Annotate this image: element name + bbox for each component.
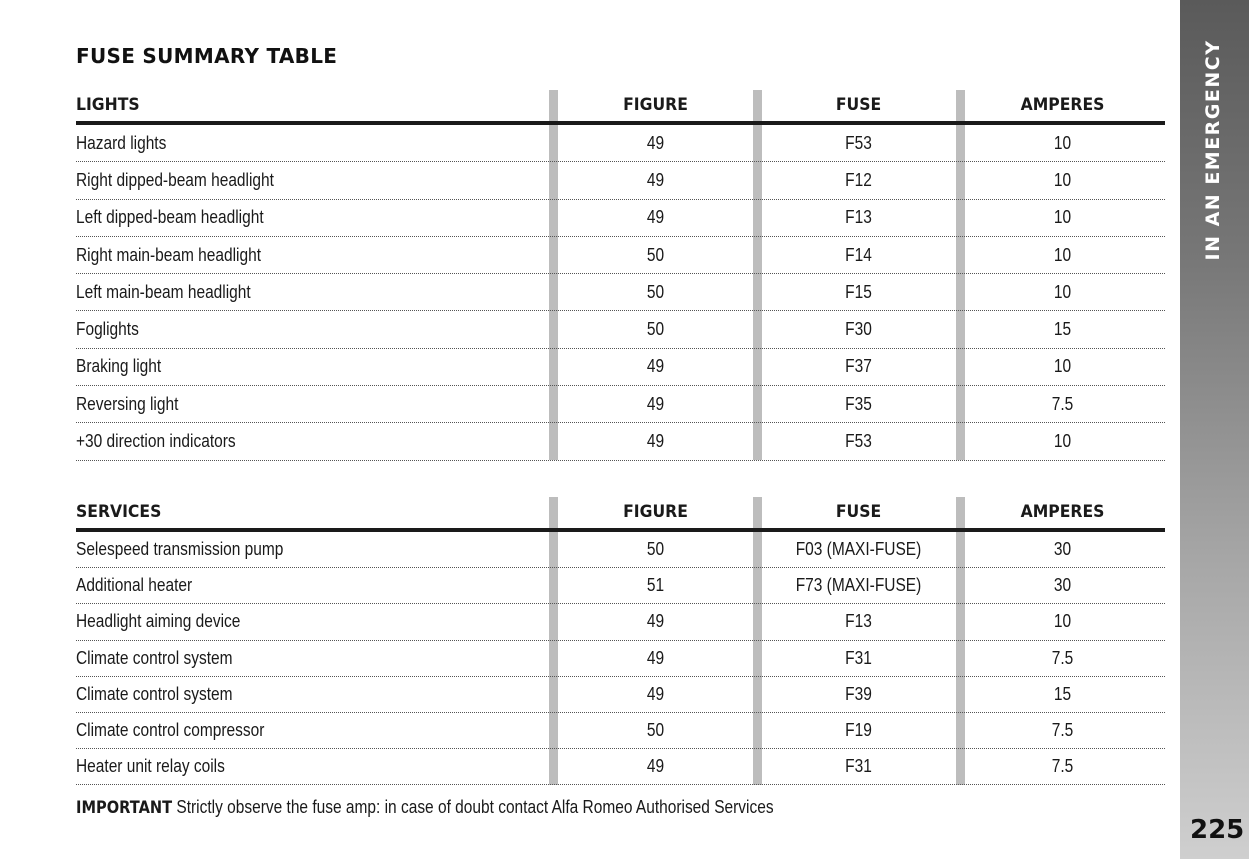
row-label: Left dipped-beam headlight <box>76 207 264 228</box>
row-amperes: 10 <box>1053 431 1072 452</box>
row-label: Heater unit relay coils <box>76 756 225 777</box>
row-figure: 49 <box>646 207 665 228</box>
row-label: Headlight aiming device <box>76 611 241 632</box>
row-label: Right dipped-beam headlight <box>76 169 274 190</box>
important-note <box>76 797 774 818</box>
table-row <box>76 311 1165 348</box>
row-figure: 49 <box>646 647 665 668</box>
row-fuse: F13 <box>845 611 872 632</box>
row-amperes: 30 <box>1053 575 1072 596</box>
row-figure: 49 <box>646 356 665 377</box>
row-figure: 50 <box>646 539 665 560</box>
header-figure: FIGURE <box>623 94 688 115</box>
table-row <box>76 604 1165 640</box>
page-title: FUSE SUMMARY TABLE <box>76 44 338 68</box>
row-figure: 50 <box>646 281 665 302</box>
table-row <box>76 641 1165 677</box>
table-row <box>76 349 1165 386</box>
row-label: Hazard lights <box>76 132 167 153</box>
row-label: Foglights <box>76 319 139 340</box>
table-row <box>76 125 1165 162</box>
table-row <box>76 386 1165 423</box>
row-amperes: 10 <box>1053 356 1072 377</box>
table-row <box>76 237 1165 274</box>
services-table <box>76 495 1165 785</box>
table-row <box>76 200 1165 237</box>
header-fuse: FUSE <box>835 501 882 522</box>
table-header-row <box>76 495 1165 532</box>
row-amperes: 10 <box>1053 207 1072 228</box>
row-label: Selespeed transmission pump <box>76 539 284 560</box>
table-header-row <box>76 88 1165 125</box>
note-text: Strictly observe the fuse amp: in case of doubt contact Alfa Romeo Authorised Services <box>172 797 774 817</box>
header-label: SERVICES <box>76 501 162 522</box>
row-label: Additional heater <box>76 575 193 596</box>
row-figure: 49 <box>646 393 665 414</box>
row-label: Climate control compressor <box>76 720 265 741</box>
row-label: +30 direction indicators <box>76 431 236 452</box>
row-label: Right main-beam headlight <box>76 244 262 265</box>
header-label: LIGHTS <box>76 94 140 115</box>
row-fuse: F13 <box>845 207 872 228</box>
row-amperes: 7.5 <box>1051 647 1074 668</box>
row-fuse: F53 <box>845 132 872 153</box>
header-amperes: AMPERES <box>1020 501 1105 522</box>
table-row <box>76 749 1165 785</box>
row-amperes: 10 <box>1053 244 1072 265</box>
row-fuse: F03 (MAXI-FUSE) <box>795 539 922 560</box>
row-amperes: 10 <box>1053 132 1072 153</box>
row-figure: 50 <box>646 244 665 265</box>
section-side-label: IN AN EMERGENCY <box>1202 39 1224 261</box>
note-strong: IMPORTANT <box>76 798 173 818</box>
row-amperes: 10 <box>1053 169 1072 190</box>
header-figure: FIGURE <box>623 501 688 522</box>
row-fuse: F37 <box>845 356 872 377</box>
row-label: Left main-beam headlight <box>76 281 251 302</box>
row-fuse: F14 <box>845 244 872 265</box>
row-figure: 49 <box>646 683 665 704</box>
row-label: Climate control system <box>76 683 233 704</box>
row-figure: 50 <box>646 319 665 340</box>
row-amperes: 7.5 <box>1051 393 1074 414</box>
row-label: Braking light <box>76 356 162 377</box>
row-figure: 49 <box>646 756 665 777</box>
table-row <box>76 423 1165 460</box>
row-amperes: 15 <box>1053 319 1072 340</box>
row-amperes: 10 <box>1053 611 1072 632</box>
row-fuse: F31 <box>845 647 872 668</box>
row-fuse: F35 <box>845 393 872 414</box>
row-figure: 49 <box>646 431 665 452</box>
row-amperes: 30 <box>1053 539 1072 560</box>
row-figure: 49 <box>646 169 665 190</box>
row-figure: 49 <box>646 611 665 632</box>
row-amperes: 7.5 <box>1051 756 1074 777</box>
row-fuse: F30 <box>845 319 872 340</box>
row-fuse: F12 <box>845 169 872 190</box>
row-label: Reversing light <box>76 393 179 414</box>
row-amperes: 10 <box>1053 281 1072 302</box>
row-fuse: F73 (MAXI-FUSE) <box>795 575 922 596</box>
table-row <box>76 274 1165 311</box>
table-row <box>76 532 1165 568</box>
row-label: Climate control system <box>76 647 233 668</box>
header-amperes: AMPERES <box>1020 94 1105 115</box>
row-amperes: 15 <box>1053 683 1072 704</box>
row-figure: 50 <box>646 720 665 741</box>
header-fuse: FUSE <box>835 94 882 115</box>
row-figure: 49 <box>646 132 665 153</box>
row-figure: 51 <box>646 575 665 596</box>
table-row <box>76 677 1165 713</box>
row-fuse: F19 <box>845 720 872 741</box>
table-row <box>76 568 1165 604</box>
row-amperes: 7.5 <box>1051 720 1074 741</box>
table-row <box>76 713 1165 749</box>
row-fuse: F31 <box>845 756 872 777</box>
row-fuse: F53 <box>845 431 872 452</box>
table-row <box>76 162 1165 199</box>
row-fuse: F15 <box>845 281 872 302</box>
lights-table <box>76 88 1165 461</box>
row-fuse: F39 <box>845 683 872 704</box>
page-number: 225 <box>1190 815 1245 845</box>
